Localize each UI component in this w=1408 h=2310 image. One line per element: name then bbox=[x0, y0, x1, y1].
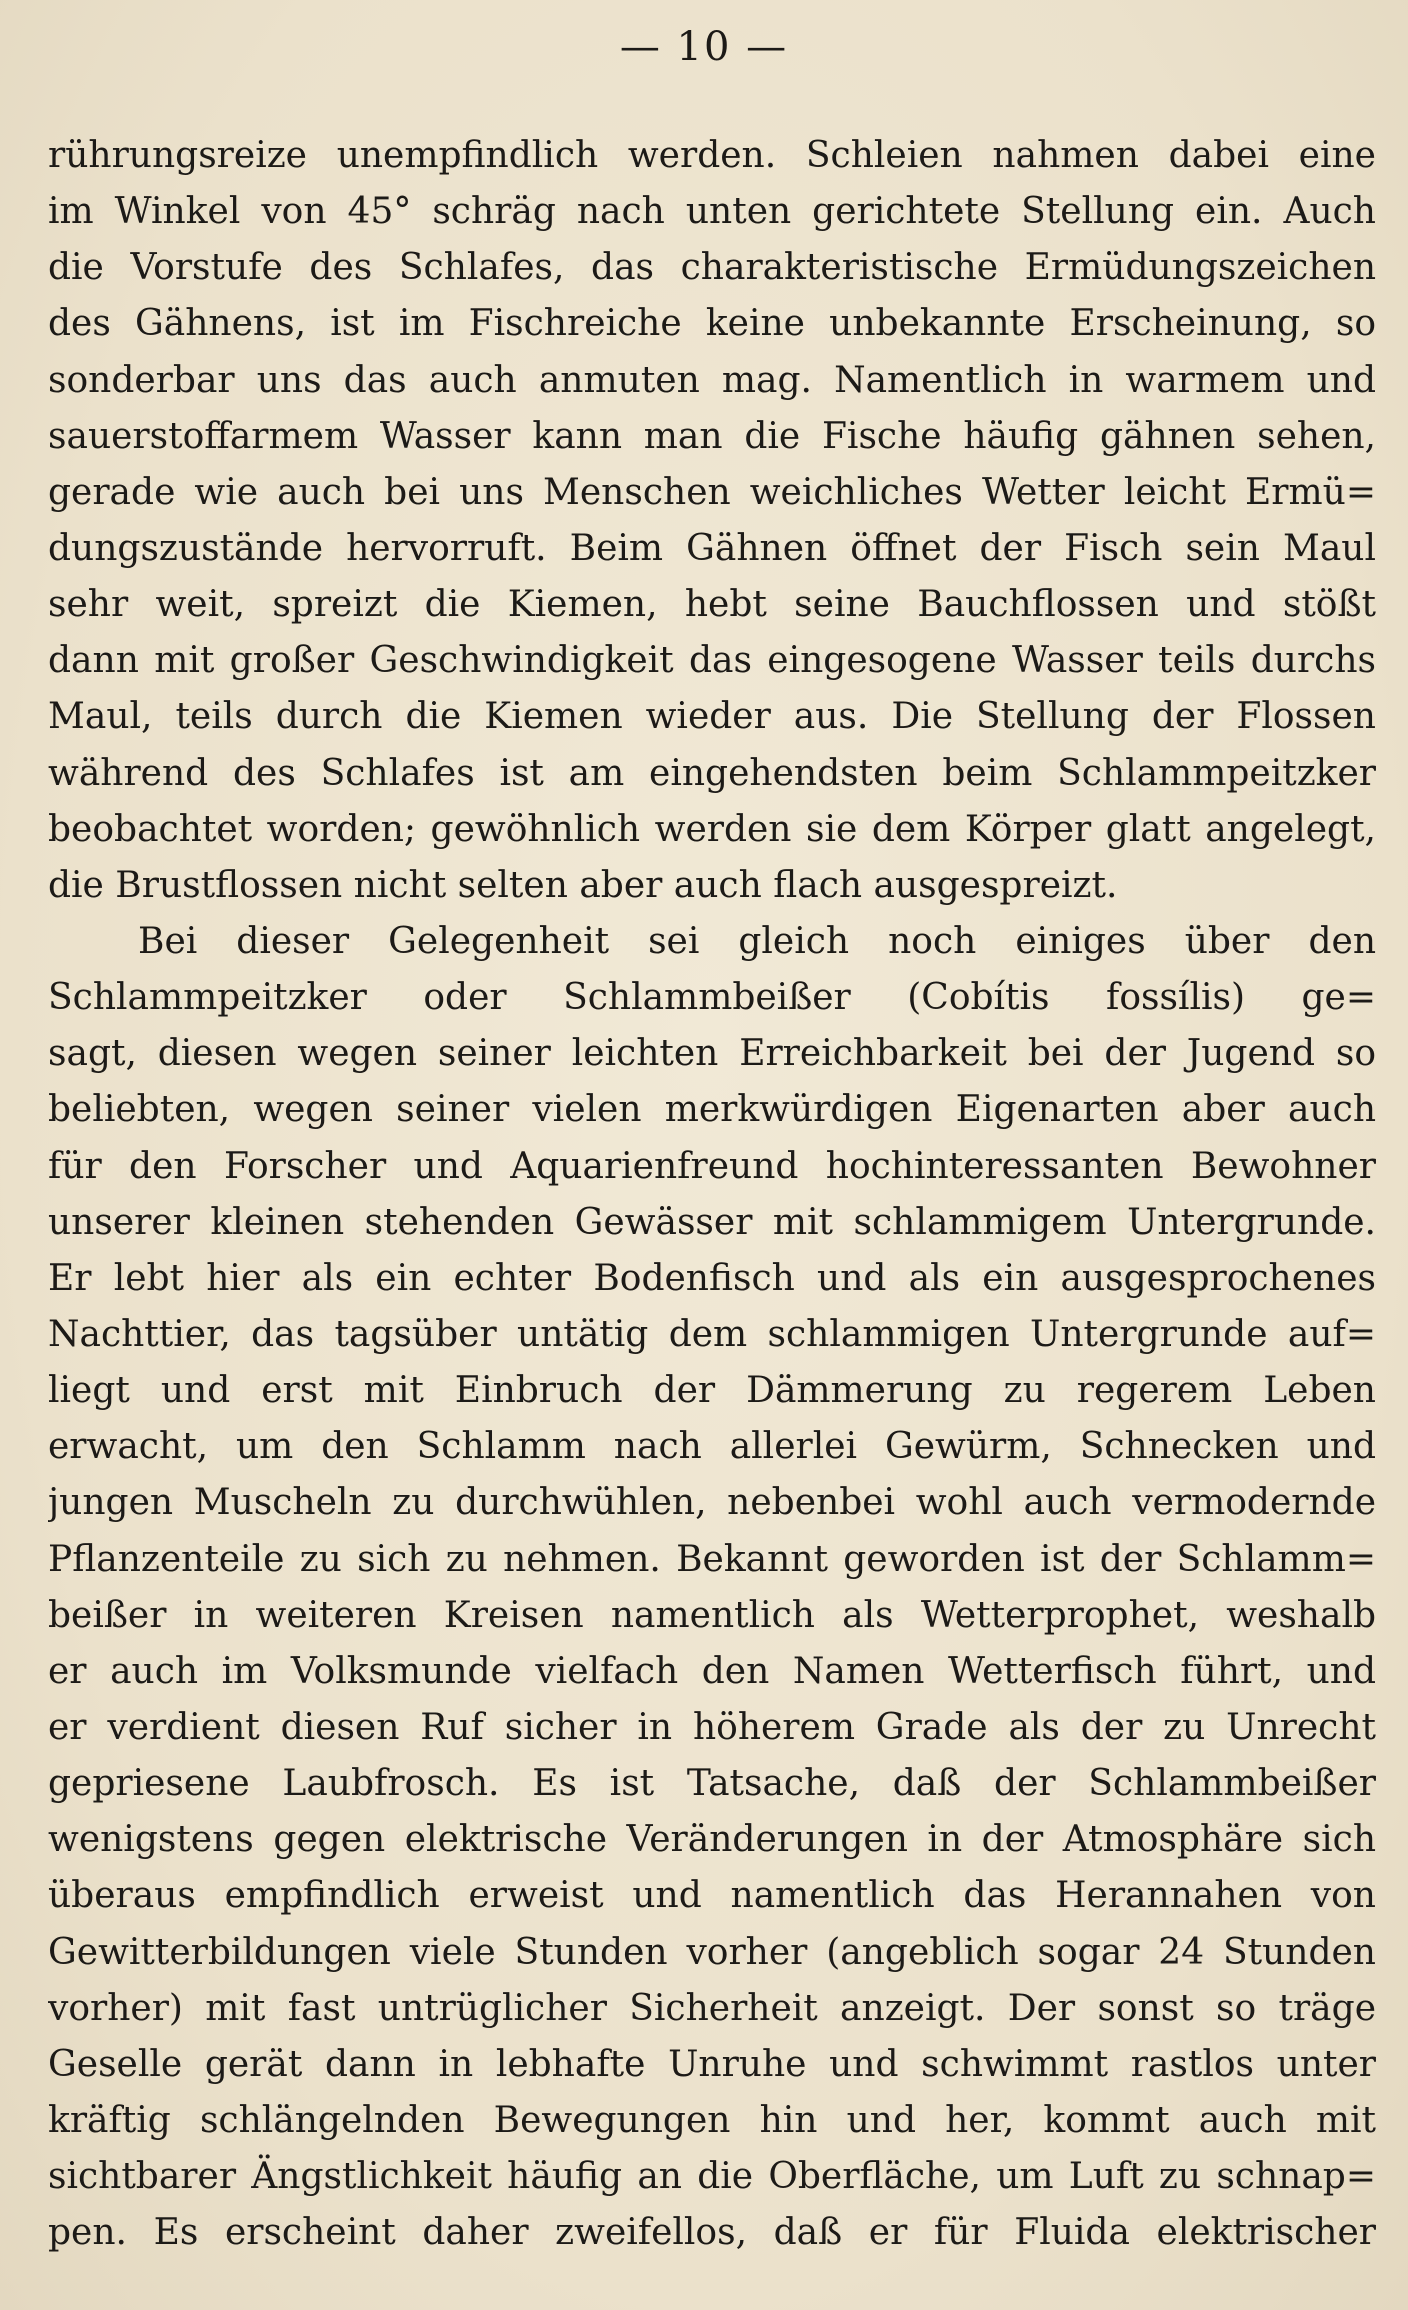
text-line: sauerstoffarmem Wasser kann man die Fische häufig gähnen sehen, bbox=[48, 415, 1376, 457]
text-line: dann mit großer Geschwindigkeit das eingesogene Wasser teils durchs bbox=[48, 640, 1376, 682]
text-line: beobachtet worden; gewöhnlich werden sie dem Körper glatt angelegt, bbox=[48, 808, 1376, 850]
text-line: liegt und erst mit Einbruch der Dämmerung zu regerem Leben bbox=[48, 1370, 1376, 1412]
text-line: Er lebt hier als ein echter Bodenfisch und als ein ausgesprochenes bbox=[48, 1257, 1376, 1299]
text-line: unserer kleinen stehenden Gewässer mit schlammigem Untergrunde. bbox=[48, 1201, 1376, 1243]
page-number: — 10 — bbox=[619, 24, 789, 70]
text-line: pen. Es erscheint daher zweifellos, daß er für Fluida elektrischer bbox=[48, 2212, 1376, 2254]
text-line: er verdient diesen Ruf sicher in höherem Grade als der zu Unrecht bbox=[48, 1706, 1376, 1748]
text-line: sichtbarer Ängstlichkeit häufig an die Oberfläche, um Luft zu schnap= bbox=[48, 2156, 1376, 2198]
text-line: wenigstens gegen elektrische Veränderungen in der Atmosphäre sich bbox=[48, 1819, 1376, 1861]
paragraph-first-line: Bei dieser Gelegenheit sei gleich noch einiges über den bbox=[138, 920, 1376, 962]
text-line: die Vorstufe des Schlafes, das charakteristische Ermüdungszeichen bbox=[48, 247, 1376, 289]
text-line: des Gähnens, ist im Fischreiche keine unbekannte Erscheinung, so bbox=[48, 303, 1376, 345]
text-line: Gewitterbildungen viele Stunden vorher (angeblich sogar 24 Stunden bbox=[48, 1931, 1376, 1973]
text-line: vorher) mit fast untrüglicher Sicherheit anzeigt. Der sonst so träge bbox=[48, 1987, 1376, 2029]
text-line: er auch im Volksmunde vielfach den Namen Wetterfisch führt, und bbox=[48, 1650, 1376, 1692]
text-line: beißer in weiteren Kreisen namentlich als Wetterprophet, weshalb bbox=[48, 1594, 1376, 1636]
body-text bbox=[48, 128, 1376, 2261]
text-line: jungen Muscheln zu durchwühlen, nebenbei wohl auch vermodernde bbox=[48, 1482, 1376, 1524]
text-line: während des Schlafes ist am eingehendsten beim Schlammpeitzker bbox=[48, 752, 1376, 794]
text-line: Maul, teils durch die Kiemen wieder aus. Die Stellung der Flossen bbox=[48, 696, 1376, 738]
text-line: dungszustände hervorruft. Beim Gähnen öffnet der Fisch sein Maul bbox=[48, 527, 1376, 569]
text-line: gepriesene Laubfrosch. Es ist Tatsache, daß der Schlammbeißer bbox=[48, 1763, 1376, 1805]
text-line: beliebten, wegen seiner vielen merkwürdigen Eigenarten aber auch bbox=[48, 1089, 1376, 1131]
text-line: kräftig schlängelnden Bewegungen hin und her, kommt auch mit bbox=[48, 2099, 1376, 2141]
text-line: die Brustflossen nicht selten aber auch flach ausgespreizt. bbox=[48, 864, 1118, 906]
text-line: Geselle gerät dann in lebhafte Unruhe und schwimmt rastlos unter bbox=[48, 2043, 1376, 2085]
text-line: sonderbar uns das auch anmuten mag. Namentlich in warmem und bbox=[48, 359, 1376, 401]
text-line: für den Forscher und Aquarienfreund hochinteressanten Bewohner bbox=[48, 1145, 1376, 1187]
text-line: Pflanzenteile zu sich zu nehmen. Bekannt geworden ist der Schlamm= bbox=[48, 1538, 1376, 1580]
text-line: rührungsreize unempfindlich werden. Schleien nahmen dabei eine bbox=[48, 135, 1376, 176]
text-line: überaus empfindlich erweist und namentlich das Herannahen von bbox=[48, 1875, 1376, 1917]
text-line: Schlammpeitzker oder Schlammbeißer (Cobítis fossílis) ge= bbox=[48, 977, 1376, 1019]
text-line: erwacht, um den Schlamm nach allerlei Gewürm, Schnecken und bbox=[48, 1426, 1376, 1468]
text-line: Nachttier, das tagsüber untätig dem schlammigen Untergrunde auf= bbox=[48, 1313, 1376, 1355]
text-line: sagt, diesen wegen seiner leichten Erreichbarkeit bei der Jugend so bbox=[48, 1033, 1376, 1075]
text-line: gerade wie auch bei uns Menschen weichliches Wetter leicht Ermü= bbox=[48, 471, 1376, 513]
text-line: sehr weit, spreizt die Kiemen, hebt seine Bauchflossen und stößt bbox=[48, 584, 1376, 626]
text-line: im Winkel von 45° schräg nach unten gerichtete Stellung ein. Auch bbox=[48, 191, 1376, 233]
